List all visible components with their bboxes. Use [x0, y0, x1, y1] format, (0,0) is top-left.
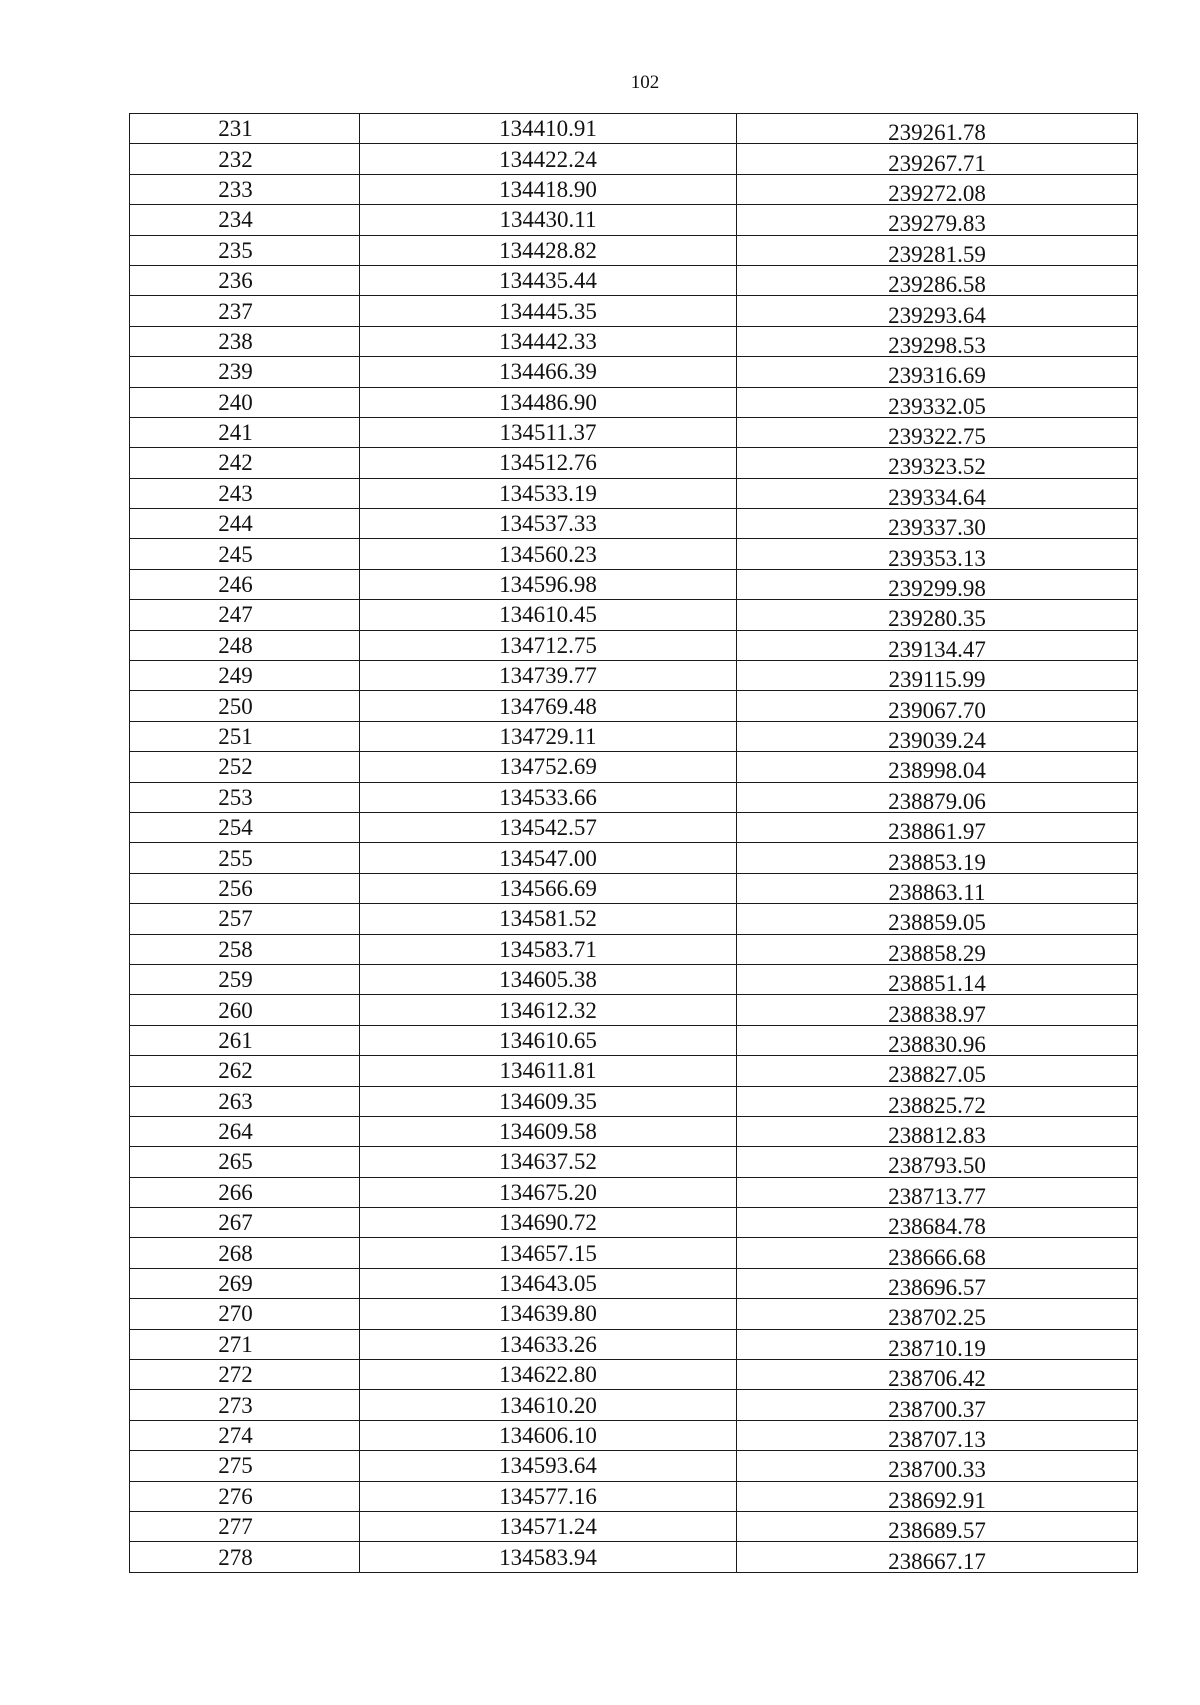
point-number-cell: 243	[130, 478, 360, 508]
y-coordinate-value: 239267.71	[888, 150, 986, 175]
y-coordinate-cell	[737, 1299, 1138, 1329]
table-row	[130, 539, 1138, 569]
x-coordinate-cell: 134609.35	[360, 1086, 737, 1116]
y-coordinate-value: 239332.05	[888, 393, 986, 418]
table-row	[130, 782, 1138, 812]
y-coordinate-cell	[737, 995, 1138, 1025]
y-coordinate-value: 238700.33	[888, 1457, 986, 1482]
table-row	[130, 387, 1138, 417]
y-coordinate-cell	[737, 1360, 1138, 1390]
point-number-cell: 235	[130, 235, 360, 265]
x-coordinate-cell: 134422.24	[360, 144, 737, 174]
point-number-cell: 263	[130, 1086, 360, 1116]
point-number-cell: 249	[130, 661, 360, 691]
y-coordinate-value: 239286.58	[888, 272, 986, 296]
point-number-cell: 269	[130, 1268, 360, 1298]
y-coordinate-cell	[737, 144, 1138, 174]
y-coordinate-cell	[737, 569, 1138, 599]
table-row	[130, 417, 1138, 447]
point-number-cell: 258	[130, 934, 360, 964]
y-coordinate-value: 239272.08	[888, 180, 986, 205]
coordinates-table	[129, 113, 1138, 1573]
y-coordinate-cell	[737, 1147, 1138, 1177]
y-coordinate-cell	[737, 265, 1138, 295]
point-number-cell: 274	[130, 1420, 360, 1450]
point-number-cell: 262	[130, 1056, 360, 1086]
table-row	[130, 448, 1138, 478]
x-coordinate-cell: 134583.71	[360, 934, 737, 964]
x-coordinate-cell: 134610.45	[360, 600, 737, 630]
point-number-cell: 277	[130, 1511, 360, 1541]
y-coordinate-value: 239334.64	[888, 484, 986, 509]
point-number-cell: 273	[130, 1390, 360, 1420]
point-number-cell: 245	[130, 539, 360, 569]
x-coordinate-cell: 134512.76	[360, 448, 737, 478]
table-row	[130, 630, 1138, 660]
point-number-cell: 257	[130, 904, 360, 934]
y-coordinate-cell	[737, 843, 1138, 873]
point-number-cell: 240	[130, 387, 360, 417]
x-coordinate-cell: 134511.37	[360, 417, 737, 447]
x-coordinate-cell: 134542.57	[360, 812, 737, 842]
point-number-cell: 270	[130, 1299, 360, 1329]
x-coordinate-cell: 134442.33	[360, 326, 737, 356]
y-coordinate-cell	[737, 721, 1138, 751]
y-coordinate-cell	[737, 448, 1138, 478]
x-coordinate-cell: 134537.33	[360, 509, 737, 539]
point-number-cell: 278	[130, 1542, 360, 1572]
x-coordinate-cell: 134606.10	[360, 1420, 737, 1450]
table-row	[130, 326, 1138, 356]
point-number-cell: 256	[130, 873, 360, 903]
table-row	[130, 265, 1138, 295]
table-row	[130, 873, 1138, 903]
y-coordinate-value: 239298.53	[888, 332, 986, 357]
table-row	[130, 752, 1138, 782]
x-coordinate-cell: 134581.52	[360, 904, 737, 934]
point-number-cell: 272	[130, 1360, 360, 1390]
y-coordinate-cell	[737, 904, 1138, 934]
y-coordinate-cell	[737, 205, 1138, 235]
point-number-cell: 234	[130, 205, 360, 235]
y-coordinate-value: 238858.29	[888, 940, 986, 965]
x-coordinate-cell: 134712.75	[360, 630, 737, 660]
y-coordinate-value: 238689.57	[888, 1518, 986, 1542]
y-coordinate-value: 238838.97	[888, 1001, 986, 1026]
point-number-cell: 231	[130, 114, 360, 144]
x-coordinate-cell: 134690.72	[360, 1208, 737, 1238]
y-coordinate-value: 239134.47	[888, 636, 986, 661]
point-number-cell: 260	[130, 995, 360, 1025]
x-coordinate-cell: 134418.90	[360, 174, 737, 204]
x-coordinate-cell: 134533.66	[360, 782, 737, 812]
y-coordinate-value: 239353.13	[888, 545, 986, 570]
y-coordinate-value: 239279.83	[888, 211, 986, 236]
point-number-cell: 253	[130, 782, 360, 812]
y-coordinate-cell	[737, 812, 1138, 842]
y-coordinate-value: 239280.35	[888, 606, 986, 631]
y-coordinate-value: 238666.68	[888, 1244, 986, 1269]
x-coordinate-cell: 134643.05	[360, 1268, 737, 1298]
y-coordinate-value: 238859.05	[888, 910, 986, 935]
y-coordinate-cell	[737, 296, 1138, 326]
point-number-cell: 238	[130, 326, 360, 356]
y-coordinate-cell	[737, 691, 1138, 721]
y-coordinate-cell	[737, 387, 1138, 417]
y-coordinate-cell	[737, 1451, 1138, 1481]
point-number-cell: 259	[130, 964, 360, 994]
table-row	[130, 904, 1138, 934]
table-row	[130, 1025, 1138, 1055]
x-coordinate-cell: 134739.77	[360, 661, 737, 691]
page-number: 102	[630, 72, 660, 93]
point-number-cell: 275	[130, 1451, 360, 1481]
y-coordinate-value: 238863.11	[888, 879, 986, 904]
y-coordinate-cell	[737, 478, 1138, 508]
x-coordinate-cell: 134729.11	[360, 721, 737, 751]
x-coordinate-cell: 134605.38	[360, 964, 737, 994]
point-number-cell: 232	[130, 144, 360, 174]
y-coordinate-cell	[737, 964, 1138, 994]
table-row	[130, 357, 1138, 387]
table-row	[130, 661, 1138, 691]
y-coordinate-value: 239316.69	[888, 363, 986, 388]
table-row	[130, 1360, 1138, 1390]
y-coordinate-value: 238793.50	[888, 1153, 986, 1178]
x-coordinate-cell: 134752.69	[360, 752, 737, 782]
y-coordinate-value: 238696.57	[888, 1275, 986, 1299]
y-coordinate-cell	[737, 357, 1138, 387]
point-number-cell: 254	[130, 812, 360, 842]
y-coordinate-value: 238713.77	[888, 1183, 986, 1208]
y-coordinate-cell	[737, 417, 1138, 447]
point-number-cell: 252	[130, 752, 360, 782]
y-coordinate-value: 238998.04	[888, 758, 986, 783]
x-coordinate-cell: 134466.39	[360, 357, 737, 387]
y-coordinate-cell	[737, 600, 1138, 630]
x-coordinate-cell: 134657.15	[360, 1238, 737, 1268]
x-coordinate-cell: 134547.00	[360, 843, 737, 873]
y-coordinate-value: 239281.59	[888, 241, 986, 266]
point-number-cell: 237	[130, 296, 360, 326]
table-row	[130, 1329, 1138, 1359]
y-coordinate-cell	[737, 1116, 1138, 1146]
x-coordinate-cell: 134609.58	[360, 1116, 737, 1146]
table-row	[130, 1238, 1138, 1268]
point-number-cell: 244	[130, 509, 360, 539]
y-coordinate-cell	[737, 1268, 1138, 1298]
y-coordinate-cell	[737, 509, 1138, 539]
y-coordinate-value: 238830.96	[888, 1031, 986, 1056]
x-coordinate-cell: 134675.20	[360, 1177, 737, 1207]
y-coordinate-cell	[737, 174, 1138, 204]
y-coordinate-value: 239299.98	[888, 576, 986, 600]
y-coordinate-cell	[737, 1177, 1138, 1207]
y-coordinate-value: 238825.72	[888, 1092, 986, 1117]
y-coordinate-value: 239293.64	[888, 302, 986, 327]
coordinates-table-body	[130, 114, 1138, 1573]
table-row	[130, 1481, 1138, 1511]
x-coordinate-cell: 134486.90	[360, 387, 737, 417]
y-coordinate-cell	[737, 661, 1138, 691]
point-number-cell: 255	[130, 843, 360, 873]
y-coordinate-cell	[737, 235, 1138, 265]
table-row	[130, 995, 1138, 1025]
y-coordinate-value: 239115.99	[888, 667, 986, 691]
table-row	[130, 1511, 1138, 1541]
point-number-cell: 247	[130, 600, 360, 630]
table-row	[130, 296, 1138, 326]
x-coordinate-cell: 134769.48	[360, 691, 737, 721]
y-coordinate-value: 239322.75	[888, 424, 986, 448]
y-coordinate-value: 238861.97	[888, 819, 986, 843]
y-coordinate-value: 238706.42	[888, 1366, 986, 1390]
y-coordinate-cell	[737, 1511, 1138, 1541]
table-row	[130, 1086, 1138, 1116]
table-row	[130, 144, 1138, 174]
point-number-cell: 242	[130, 448, 360, 478]
x-coordinate-cell: 134566.69	[360, 873, 737, 903]
y-coordinate-cell	[737, 114, 1138, 144]
x-coordinate-cell: 134639.80	[360, 1299, 737, 1329]
x-coordinate-cell: 134560.23	[360, 539, 737, 569]
y-coordinate-cell	[737, 873, 1138, 903]
table-row	[130, 1268, 1138, 1298]
x-coordinate-cell: 134577.16	[360, 1481, 737, 1511]
table-row	[130, 812, 1138, 842]
table-row	[130, 964, 1138, 994]
table-row	[130, 1420, 1138, 1450]
table-row	[130, 1056, 1138, 1086]
y-coordinate-cell	[737, 934, 1138, 964]
y-coordinate-cell	[737, 1542, 1138, 1572]
table-row	[130, 1177, 1138, 1207]
table-row	[130, 934, 1138, 964]
point-number-cell: 261	[130, 1025, 360, 1055]
y-coordinate-cell	[737, 326, 1138, 356]
point-number-cell: 250	[130, 691, 360, 721]
table-row	[130, 569, 1138, 599]
y-coordinate-value: 239261.78	[888, 120, 986, 144]
table-row	[130, 174, 1138, 204]
table-row	[130, 1208, 1138, 1238]
x-coordinate-cell: 134571.24	[360, 1511, 737, 1541]
y-coordinate-cell	[737, 1025, 1138, 1055]
y-coordinate-cell	[737, 1086, 1138, 1116]
y-coordinate-cell	[737, 1390, 1138, 1420]
table-row	[130, 114, 1138, 144]
y-coordinate-value: 239067.70	[888, 697, 986, 722]
y-coordinate-value: 239337.30	[888, 515, 986, 539]
point-number-cell: 276	[130, 1481, 360, 1511]
x-coordinate-cell: 134633.26	[360, 1329, 737, 1359]
x-coordinate-cell: 134612.32	[360, 995, 737, 1025]
x-coordinate-cell: 134596.98	[360, 569, 737, 599]
y-coordinate-value: 238853.19	[888, 849, 986, 874]
y-coordinate-cell	[737, 1329, 1138, 1359]
x-coordinate-cell: 134533.19	[360, 478, 737, 508]
point-number-cell: 268	[130, 1238, 360, 1268]
y-coordinate-value: 238692.91	[888, 1487, 986, 1512]
y-coordinate-value: 238667.17	[888, 1548, 986, 1573]
y-coordinate-value: 238851.14	[888, 971, 986, 995]
table-row	[130, 205, 1138, 235]
y-coordinate-value: 238710.19	[888, 1335, 986, 1360]
x-coordinate-cell: 134610.65	[360, 1025, 737, 1055]
y-coordinate-value: 238684.78	[888, 1214, 986, 1238]
x-coordinate-cell: 134622.80	[360, 1360, 737, 1390]
table-row	[130, 1451, 1138, 1481]
y-coordinate-value: 238879.06	[888, 788, 986, 813]
point-number-cell: 236	[130, 265, 360, 295]
y-coordinate-cell	[737, 752, 1138, 782]
x-coordinate-cell: 134410.91	[360, 114, 737, 144]
table-row	[130, 843, 1138, 873]
table-row	[130, 1390, 1138, 1420]
table-row	[130, 721, 1138, 751]
point-number-cell: 271	[130, 1329, 360, 1359]
y-coordinate-cell	[737, 1208, 1138, 1238]
point-number-cell: 251	[130, 721, 360, 751]
y-coordinate-value: 238827.05	[888, 1062, 986, 1086]
table-row	[130, 235, 1138, 265]
x-coordinate-cell: 134593.64	[360, 1451, 737, 1481]
table-row	[130, 691, 1138, 721]
point-number-cell: 233	[130, 174, 360, 204]
x-coordinate-cell: 134428.82	[360, 235, 737, 265]
x-coordinate-cell: 134430.11	[360, 205, 737, 235]
table-row	[130, 600, 1138, 630]
y-coordinate-cell	[737, 1420, 1138, 1450]
y-coordinate-cell	[737, 630, 1138, 660]
table-row	[130, 1147, 1138, 1177]
y-coordinate-value: 238812.83	[888, 1123, 986, 1147]
table-row	[130, 1542, 1138, 1572]
x-coordinate-cell: 134610.20	[360, 1390, 737, 1420]
point-number-cell: 241	[130, 417, 360, 447]
y-coordinate-cell	[737, 782, 1138, 812]
point-number-cell: 239	[130, 357, 360, 387]
table-row	[130, 509, 1138, 539]
table-row	[130, 1299, 1138, 1329]
point-number-cell: 265	[130, 1147, 360, 1177]
point-number-cell: 264	[130, 1116, 360, 1146]
x-coordinate-cell: 134611.81	[360, 1056, 737, 1086]
point-number-cell: 266	[130, 1177, 360, 1207]
x-coordinate-cell: 134435.44	[360, 265, 737, 295]
y-coordinate-value: 238700.37	[888, 1396, 986, 1421]
point-number-cell: 246	[130, 569, 360, 599]
y-coordinate-cell	[737, 539, 1138, 569]
y-coordinate-cell	[737, 1238, 1138, 1268]
y-coordinate-cell	[737, 1481, 1138, 1511]
x-coordinate-cell: 134637.52	[360, 1147, 737, 1177]
y-coordinate-value: 239039.24	[888, 728, 986, 752]
table-row	[130, 1116, 1138, 1146]
y-coordinate-value: 239323.52	[888, 454, 986, 479]
point-number-cell: 248	[130, 630, 360, 660]
point-number-cell: 267	[130, 1208, 360, 1238]
y-coordinate-cell	[737, 1056, 1138, 1086]
x-coordinate-cell: 134583.94	[360, 1542, 737, 1572]
table-row	[130, 478, 1138, 508]
y-coordinate-value: 238707.13	[888, 1426, 986, 1451]
x-coordinate-cell: 134445.35	[360, 296, 737, 326]
y-coordinate-value: 238702.25	[888, 1305, 986, 1330]
